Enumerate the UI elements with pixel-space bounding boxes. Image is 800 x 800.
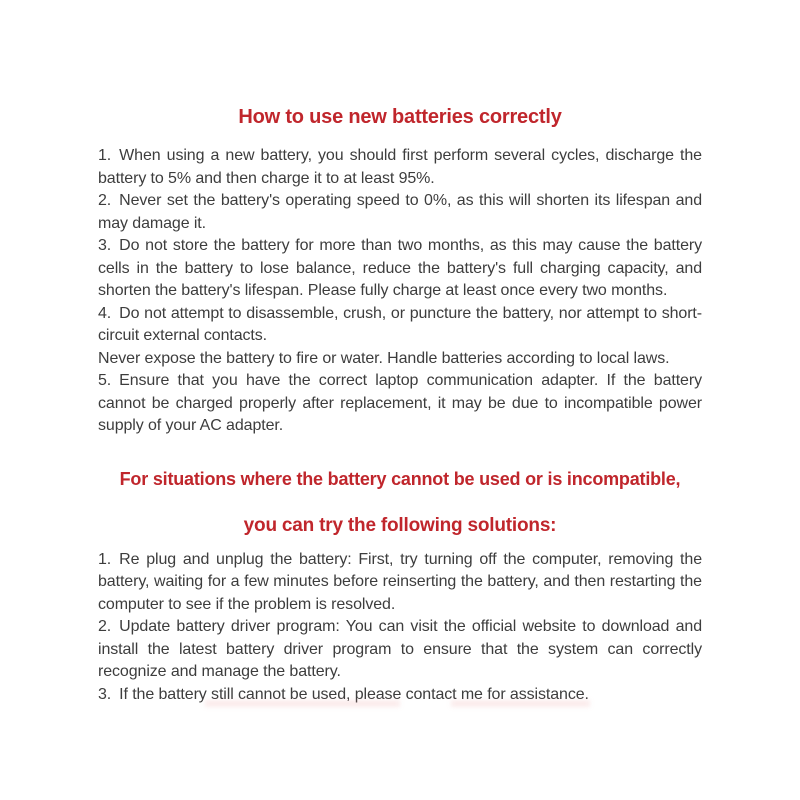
item-number: 3. — [98, 237, 112, 254]
solution-item-3 — [98, 684, 702, 707]
item-text: Update battery driver program: You can visit the official website to download and install the latest battery driver program to ensure that the system can correctly recognize and manage the battery. — [98, 618, 702, 680]
item-number: 4. — [98, 304, 112, 322]
usage-item-3 — [98, 235, 702, 303]
troubleshooting-section-body — [98, 549, 702, 707]
solution-item-2 — [98, 616, 702, 684]
troubleshooting-title-line2: you can try the following solutions: — [243, 514, 557, 536]
item-number: 1. — [98, 550, 112, 568]
usage-section-body — [98, 145, 702, 438]
item-number: 1. — [98, 147, 112, 164]
usage-section-title: How to use new batteries correctly — [238, 106, 562, 128]
troubleshooting-title-line1: For situations where the battery cannot be used or is incompatible, — [119, 468, 681, 489]
solution-item-1 — [98, 549, 702, 617]
usage-item-4 — [98, 303, 702, 348]
item-text: When using a new battery, you should first perform several cycles, discharge the battery to 5% and then charge it to at least 95%. — [98, 147, 702, 187]
item-number: 3. — [98, 685, 112, 703]
usage-note-fire-water — [98, 348, 702, 371]
item-text: Do not attempt to disassemble, crush, or puncture the battery, nor attempt to short-circuit external contacts. — [98, 304, 702, 344]
item-number: 2. — [98, 618, 112, 635]
usage-item-5 — [98, 370, 702, 438]
item-number: 5. — [98, 372, 112, 389]
usage-item-1 — [98, 145, 702, 190]
item-text: Never expose the battery to fire or water. Handle batteries according to local laws. — [98, 349, 670, 367]
usage-item-2 — [98, 190, 702, 235]
item-text: Ensure that you have the correct laptop communication adapter. If the battery cannot be charged properly after replacement, it may be due to incompatible power supply of your AC adapter. — [98, 372, 702, 434]
item-text: Never set the battery's operating speed to 0%, as this will shorten its lifespan and may damage it. — [98, 192, 702, 232]
item-text: If the battery still cannot be used, please contact me for assistance. — [119, 685, 589, 703]
item-number: 2. — [98, 192, 112, 209]
item-text: Re plug and unplug the battery: First, try turning off the computer, removing the battery, waiting for a few minutes before reinserting the battery, and then restarting the computer to see if the problem is resolved. — [98, 550, 702, 613]
item-text: Do not store the battery for more than two months, as this may cause the battery cells in the battery to lose balance, reduce the battery's full charging capacity, and shorten the battery's lifespan. Please fully charge at least once every two months. — [98, 237, 702, 299]
